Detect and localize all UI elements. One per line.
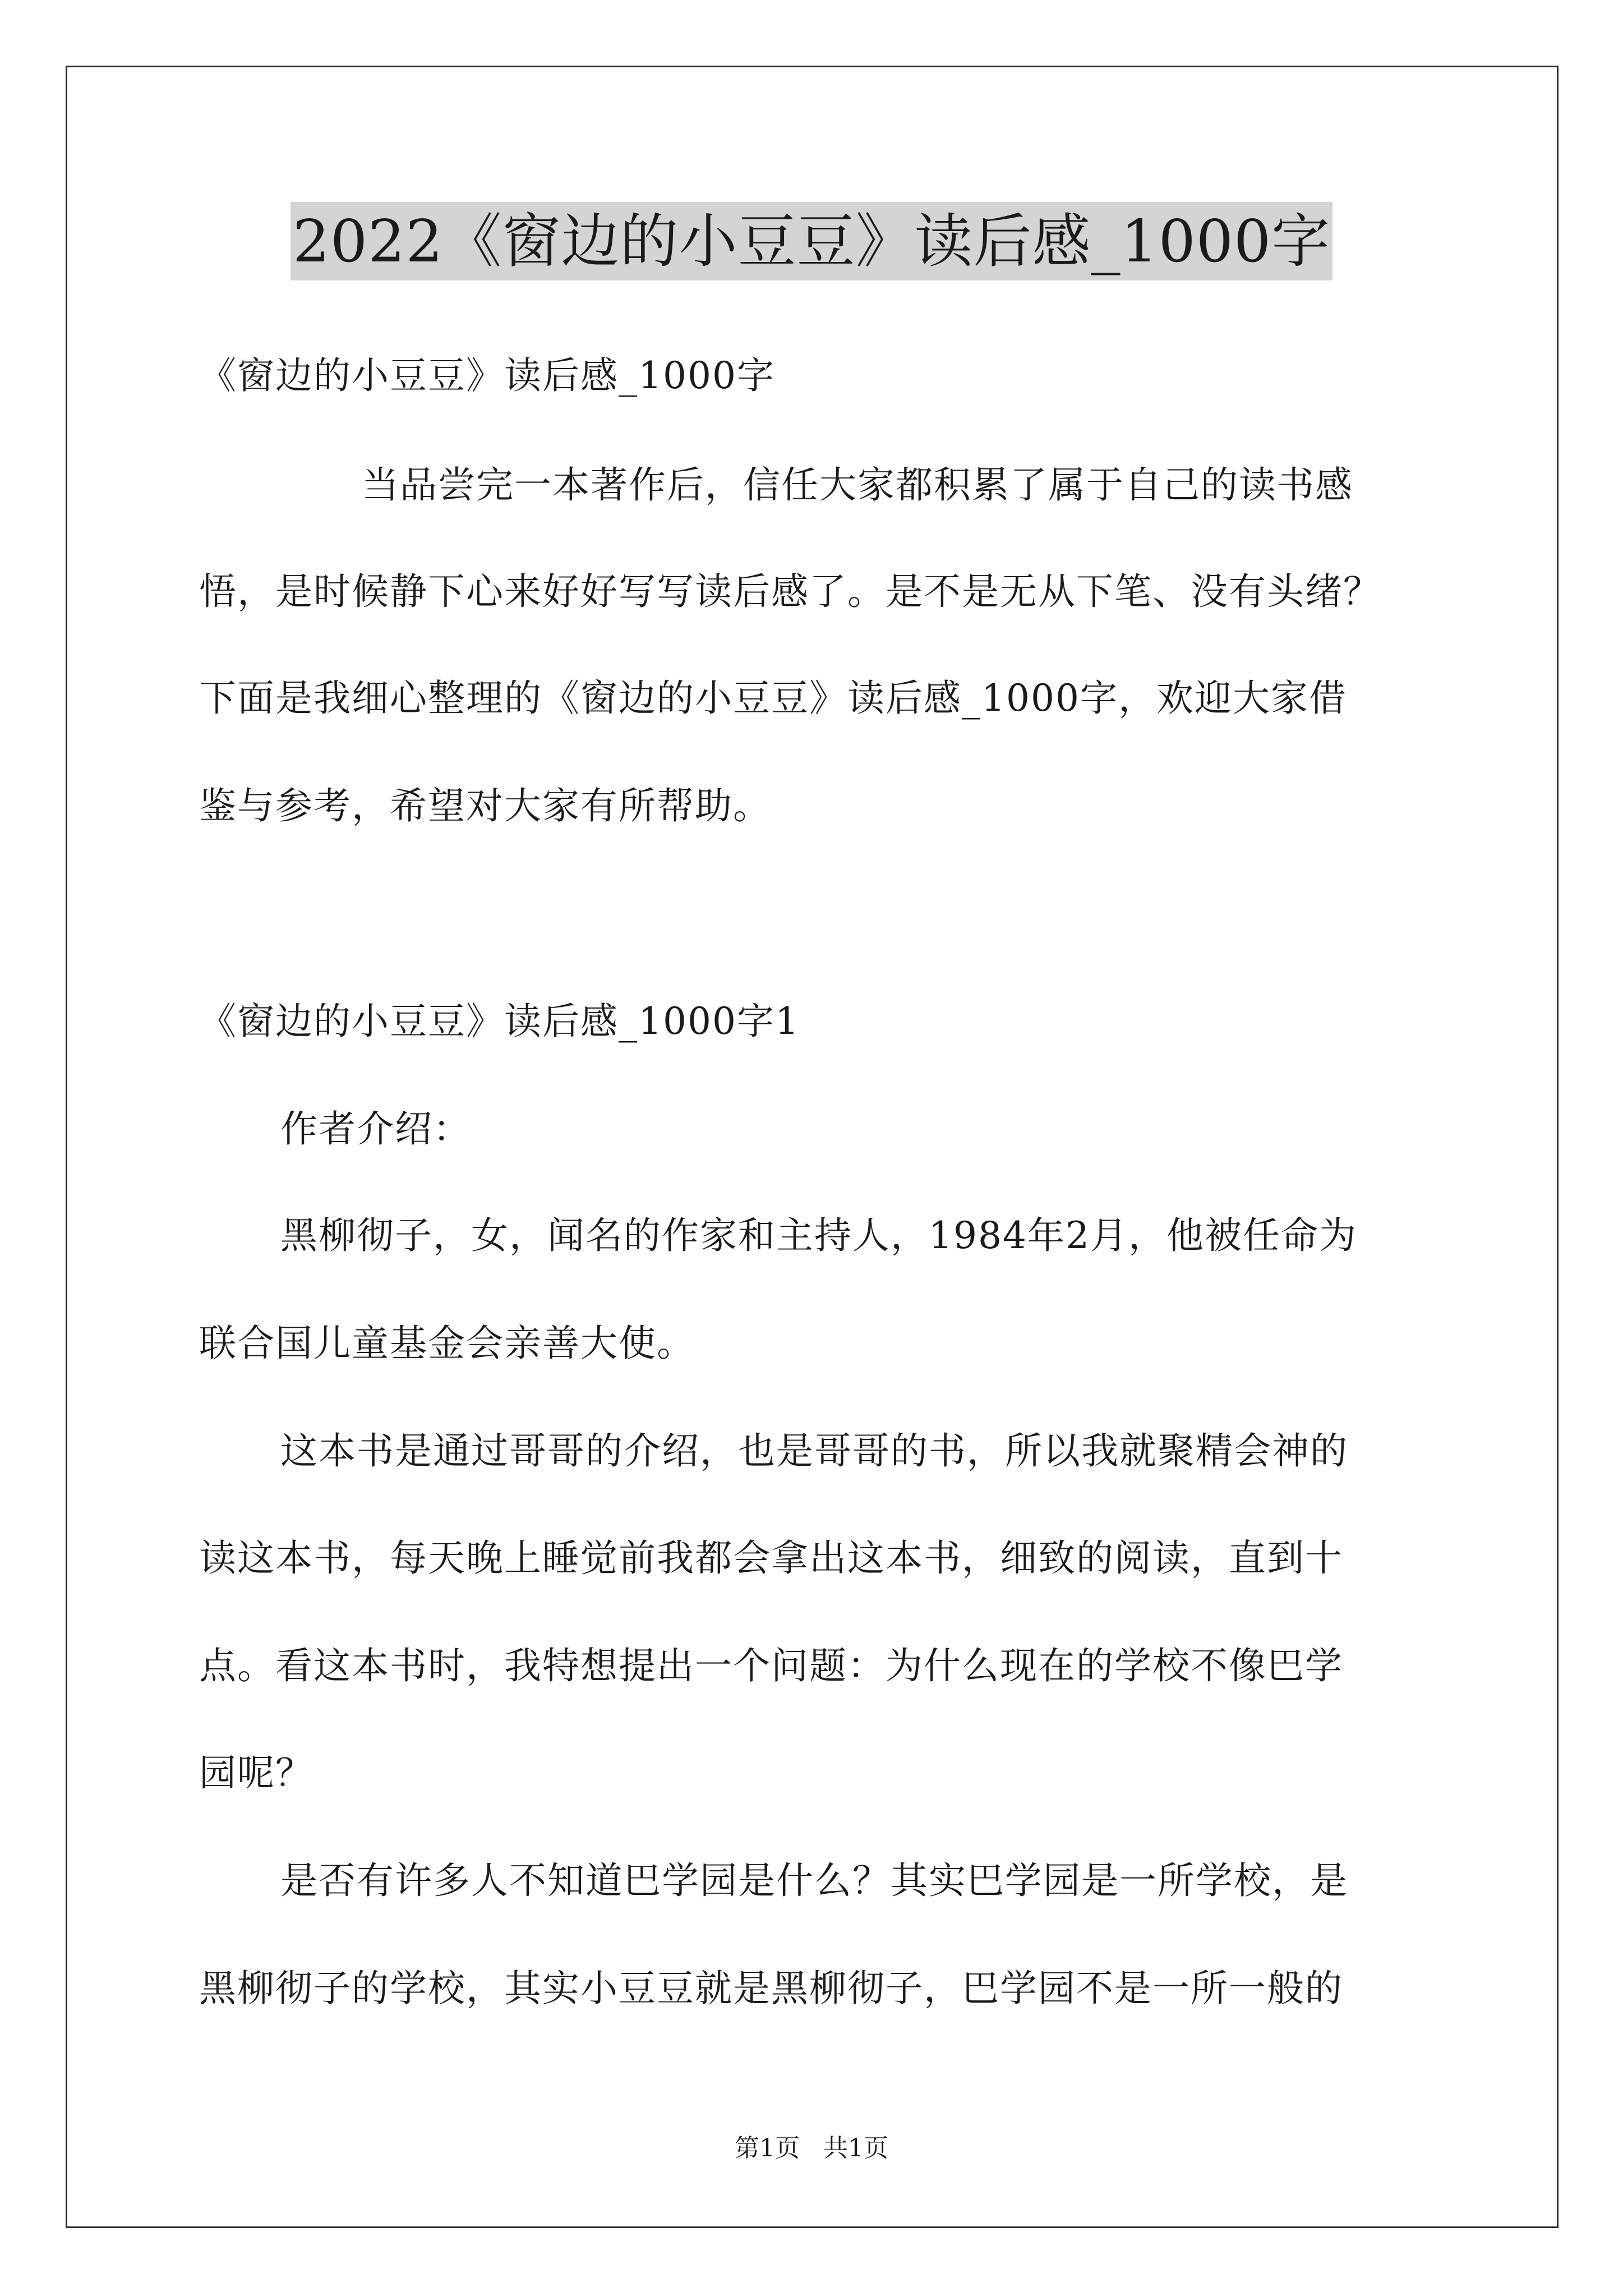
intro-line: 下面是我细心整理的《窗边的小豆豆》读后感_1000字，欢迎大家借 — [199, 677, 1347, 720]
section-title: 《窗边的小豆豆》读后感_1000字1 — [199, 1000, 800, 1043]
paragraph-line: 园呢？ — [199, 1751, 313, 1795]
title-container — [0, 202, 1623, 280]
paragraph-line: 读这本书，每天晚上睡觉前我都会拿出这本书，细致的阅读，直到十 — [199, 1536, 1343, 1580]
paragraph-line: 黑柳彻子的学校，其实小豆豆就是黑柳彻子，巴学园不是一所一般的 — [199, 1967, 1343, 2010]
page-footer — [0, 2132, 1623, 2165]
document-title: 2022《窗边的小豆豆》读后感_1000字 — [291, 202, 1332, 280]
intro-line: 悟，是时候静下心来好好写写读后感了。是不是无从下笔、没有头绪？ — [199, 570, 1381, 613]
author-label: 作者介绍： — [280, 1107, 471, 1151]
intro-line: 当品尝完一本著作后，信任大家都积累了属于自己的读书感 — [362, 463, 1353, 507]
page-total: 共1页 — [823, 2134, 888, 2162]
paragraph-line: 是否有许多人不知道巴学园是什么？其实巴学园是一所学校，是 — [280, 1859, 1348, 1902]
author-line: 联合国儿童基金会亲善大使。 — [199, 1322, 695, 1365]
paragraph-line: 这本书是通过哥哥的介绍，也是哥哥的书，所以我就聚精会神的 — [280, 1429, 1348, 1473]
page-current: 第1页 — [735, 2134, 800, 2162]
author-line: 黑柳彻子，女，闻名的作家和主持人，1984年2月，他被任命为 — [280, 1214, 1357, 1257]
paragraph-line: 点。看这本书时，我特想提出一个问题：为什么现在的学校不像巴学 — [199, 1644, 1343, 1687]
subtitle: 《窗边的小豆豆》读后感_1000字 — [199, 354, 775, 397]
intro-line: 鉴与参考，希望对大家有所帮助。 — [199, 784, 771, 827]
